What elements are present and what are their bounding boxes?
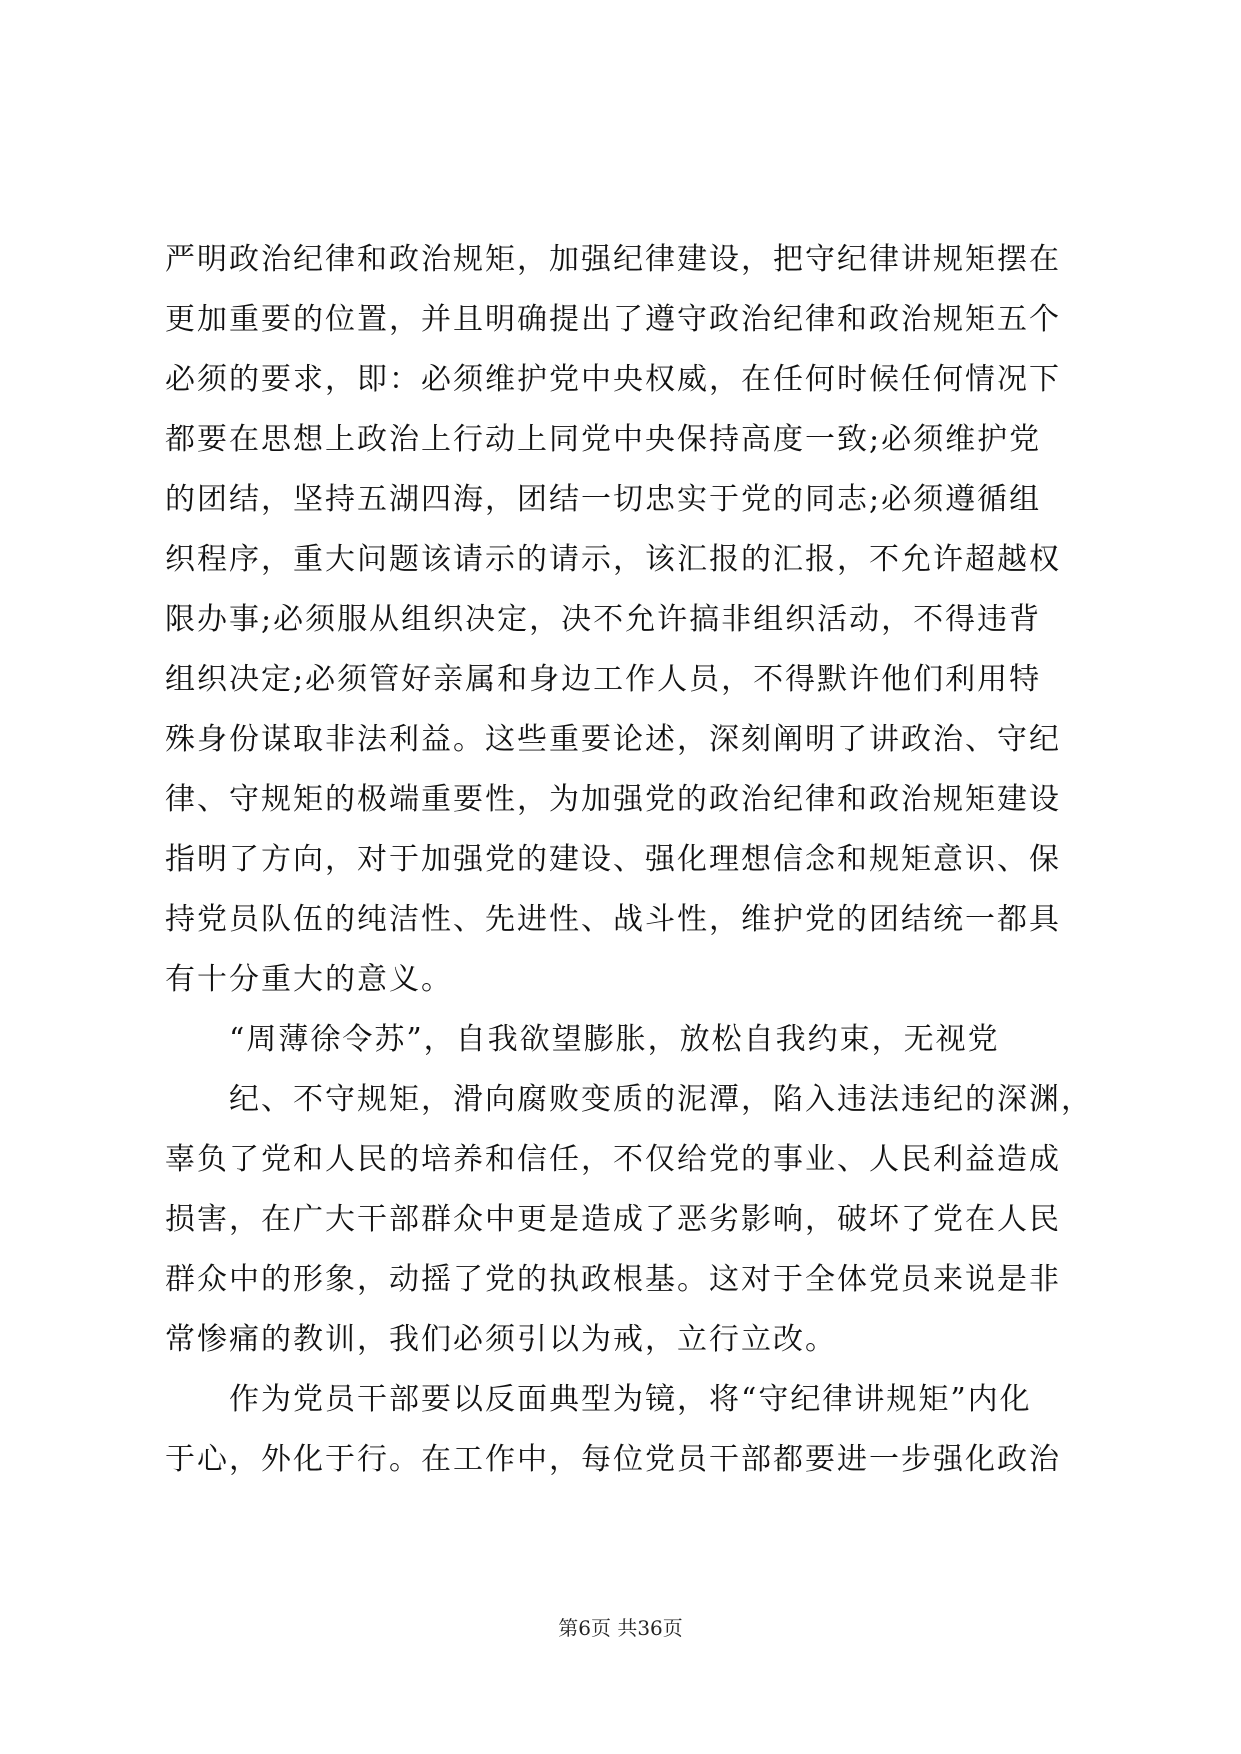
text-line: 有十分重大的意义。 bbox=[165, 962, 453, 997]
text-line: 都要在思想上政治上行动上同党中央保持高度一致;必须维护党 bbox=[165, 422, 1042, 457]
text-line: 于心，外化于行。在工作中，每位党员干部都要进一步强化政治 bbox=[165, 1442, 1061, 1477]
body-text bbox=[165, 230, 1093, 1490]
page-number-footer bbox=[0, 1614, 1241, 1642]
text-line: 常惨痛的教训，我们必须引以为戒，立行立改。 bbox=[165, 1322, 837, 1357]
text-line: 群众中的形象，动摇了党的执政根基。这对于全体党员来说是非 bbox=[165, 1262, 1061, 1297]
page-number-label: 第6页 共36页 bbox=[558, 1616, 683, 1640]
text-line: 限办事;必须服从组织决定，决不允许搞非组织活动，不得违背 bbox=[165, 602, 1042, 637]
text-line: 更加重要的位置，并且明确提出了遵守政治纪律和政治规矩五个 bbox=[165, 302, 1061, 337]
text-line: 辜负了党和人民的培养和信任，不仅给党的事业、人民利益造成 bbox=[165, 1142, 1061, 1177]
text-line: 必须的要求，即：必须维护党中央权威，在任何时候任何情况下 bbox=[165, 362, 1061, 397]
text-line: 严明政治纪律和政治规矩，加强纪律建设，把守纪律讲规矩摆在 bbox=[165, 242, 1061, 277]
text-line: 的团结，坚持五湖四海，团结一切忠实于党的同志;必须遵循组 bbox=[165, 482, 1042, 517]
text-line: 织程序，重大问题该请示的请示，该汇报的汇报，不允许超越权 bbox=[165, 542, 1061, 577]
text-line: 律、守规矩的极端重要性，为加强党的政治纪律和政治规矩建设 bbox=[165, 782, 1061, 817]
text-line: 纪、不守规矩，滑向腐败变质的泥潭，陷入违法违纪的深渊， bbox=[165, 1082, 1093, 1117]
text-line: 损害，在广大干部群众中更是造成了恶劣影响，破坏了党在人民 bbox=[165, 1202, 1061, 1237]
text-line: 作为党员干部要以反面典型为镜，将“守纪律讲规矩”内化 bbox=[165, 1382, 1032, 1417]
text-line: 指明了方向，对于加强党的建设、强化理想信念和规矩意识、保 bbox=[165, 842, 1061, 877]
text-line: 组织决定;必须管好亲属和身边工作人员，不得默许他们利用特 bbox=[165, 662, 1042, 697]
text-line: 持党员队伍的纯洁性、先进性、战斗性，维护党的团结统一都具 bbox=[165, 902, 1061, 937]
text-line: 殊身份谋取非法利益。这些重要论述，深刻阐明了讲政治、守纪 bbox=[165, 722, 1061, 757]
text-line: “周薄徐令苏”，自我欲望膨胀，放松自我约束，无视党 bbox=[165, 1022, 1000, 1057]
